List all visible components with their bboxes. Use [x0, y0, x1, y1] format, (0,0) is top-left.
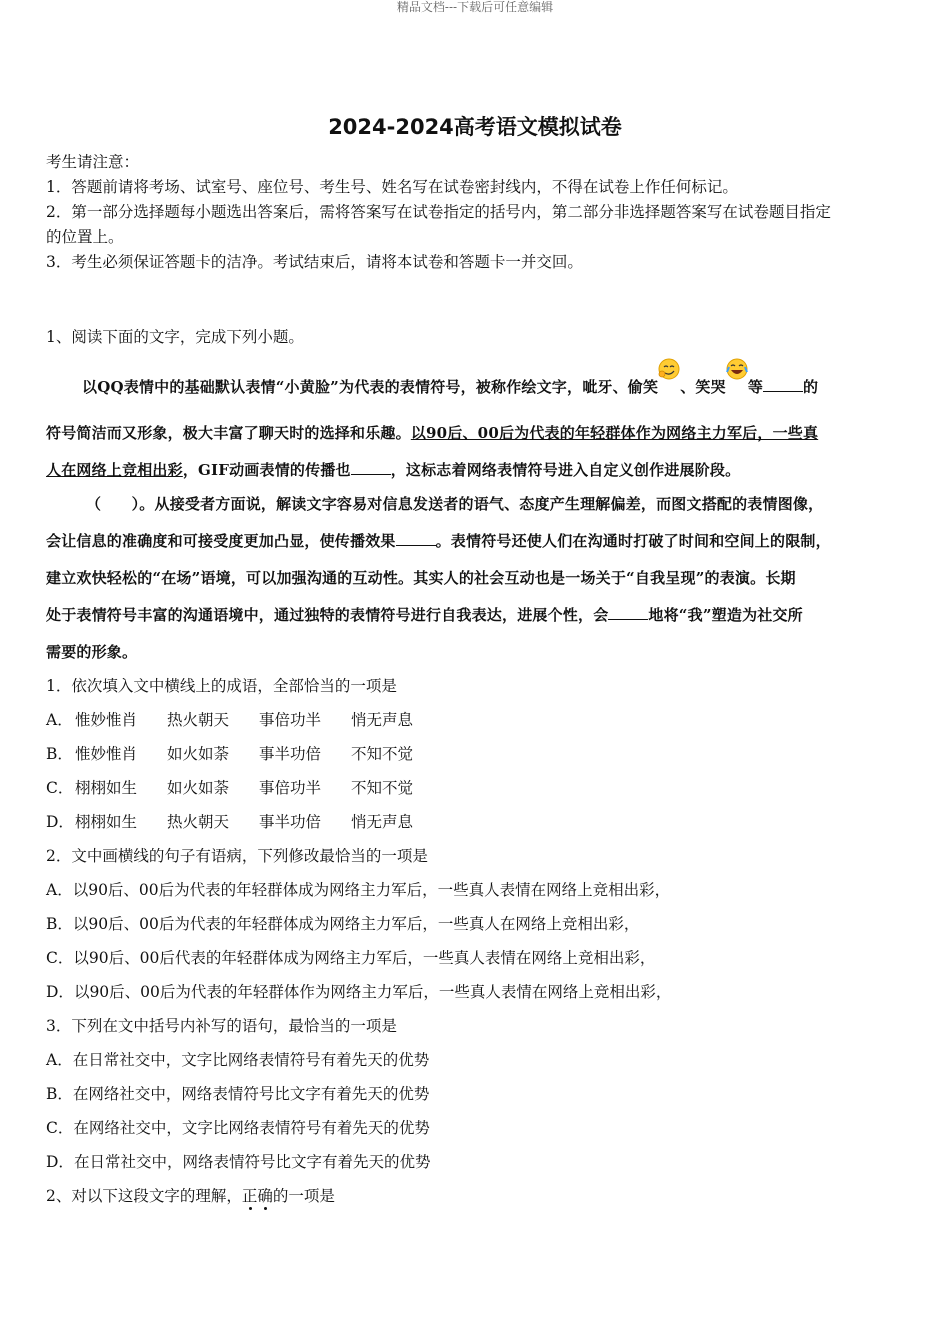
underlined-sentence: 以90后、00后为代表的年轻群体作为网络主力军后，一些真 — [410, 424, 819, 442]
option-text: 以90后、00后代表的年轻群体成为网络主力军后，一些真人表情在网络上竞相出彩， — [73, 949, 656, 967]
emphasis-char: 正 — [241, 1187, 258, 1205]
underlined-sentence: 人在网络上竞相出彩 — [46, 461, 183, 479]
option-part: 如火如荼 — [167, 779, 230, 797]
notice-item: 1．答题前请将考场、试室号、座位号、考生号、姓名写在试卷密封线内，不得在试卷上作任何标记。 — [46, 178, 738, 196]
option-part: 不知不觉 — [351, 745, 414, 763]
option-part: 栩栩如生 — [75, 779, 138, 797]
passage-line — [46, 605, 898, 625]
option-text: 在网络社交中，网络表情符号比文字有着先天的优势 — [72, 1085, 430, 1103]
notice-heading: 考生请注意： — [46, 153, 140, 171]
passage-line — [46, 423, 898, 443]
option-label: C． — [46, 1119, 74, 1137]
passage-line: （ ）。从接受者方面说，解读文字容易对信息发送者的语气、态度产生理解偏差，而图文搭配的表情图像， — [86, 495, 824, 513]
option-part: 不知不觉 — [351, 779, 414, 797]
passage-text: ，GIF动画表情的传播也 — [182, 461, 351, 479]
section2-text: 2、对以下这段文字的理解， — [46, 1187, 242, 1205]
option-label: B． — [46, 745, 73, 763]
notice-item: 的位置上。 — [46, 228, 124, 246]
passage-text: 符号简洁而又形象，极大丰富了聊天时的选择和乐趣。 — [46, 424, 411, 442]
option-part: 惟妙惟肖 — [75, 745, 138, 763]
option-b[interactable] — [46, 1084, 429, 1104]
section2-heading — [46, 1186, 335, 1206]
option-part: 事倍功半 — [259, 779, 322, 797]
passage-text: 、笑哭 — [680, 378, 726, 396]
question-stem: 2．文中画横线的句子有语病，下列修改最恰当的一项是 — [46, 847, 428, 865]
option-label: D． — [46, 983, 74, 1001]
fill-blank — [608, 605, 648, 620]
passage-line — [46, 531, 898, 551]
passage-line: 需要的形象。 — [46, 643, 138, 661]
section1-heading: 1、阅读下面的文字，完成下列小题。 — [46, 328, 304, 346]
option-label: C． — [46, 779, 74, 797]
passage-text: ，这标志着网络表情符号进入自定义创作进展阶段。 — [390, 461, 741, 479]
notice-item: 3．考生必须保证答题卡的洁净。考试结束后，请将本试卷和答题卡一并交回。 — [46, 253, 583, 271]
option-c[interactable] — [46, 778, 413, 798]
option-d[interactable] — [46, 982, 671, 1002]
passage-text: 会让信息的准确度和可接受度更加凸显，使传播效果 — [46, 532, 396, 550]
notice-item: 2．第一部分选择题每小题选出答案后，需将答案写在试卷指定的括号内，第二部分非选择题答案写在试卷题目指定 — [46, 203, 831, 221]
option-label: A． — [46, 711, 73, 729]
passage-line — [46, 460, 898, 480]
option-label: D． — [46, 1153, 74, 1171]
option-text: 在日常社交中，网络表情符号比文字有着先天的优势 — [73, 1153, 431, 1171]
fill-blank — [351, 460, 391, 475]
option-a[interactable] — [46, 1050, 429, 1070]
option-b[interactable] — [46, 744, 413, 764]
passage-text: 处于表情符号丰富的沟通语境中，通过独特的表情符号进行自我表达，进展个性，会 — [46, 606, 609, 624]
passage-text: 等 — [747, 378, 764, 396]
option-part: 事半功倍 — [259, 745, 322, 763]
option-label: B． — [46, 1085, 73, 1103]
option-text: 以90后、00后为代表的年轻群体作为网络主力军后，一些真人表情在网络上竞相出彩， — [73, 983, 672, 1001]
option-label: C． — [46, 949, 74, 967]
option-part: 热火朝天 — [167, 711, 230, 729]
passage-line: 建立欢快轻松的“在场”语境，可以加强沟通的互动性。其实人的社会互动也是一场关于“自我呈现”的表演。长期 — [46, 569, 796, 587]
option-part: 栩栩如生 — [75, 813, 138, 831]
option-text: 以90后、00后为代表的年轻群体成为网络主力军后，一些真人表情在网络上竞相出彩， — [72, 881, 671, 899]
page-title: 2024-2024高考语文模拟试卷 — [328, 115, 622, 139]
option-d[interactable] — [46, 812, 413, 832]
emphasis-char: 确 — [257, 1187, 273, 1205]
option-text: 以90后、00后为代表的年轻群体成为网络主力军后，一些真人在网络上竞相出彩， — [72, 915, 640, 933]
fill-blank — [763, 377, 803, 392]
option-text: 在网络社交中，文字比网络表情符号有着先天的优势 — [73, 1119, 430, 1137]
option-label: B． — [46, 915, 73, 933]
option-part: 如火如荼 — [167, 745, 230, 763]
option-part: 事半功倍 — [259, 813, 322, 831]
option-b[interactable] — [46, 914, 639, 934]
question-stem: 3．下列在文中括号内补写的语句，最恰当的一项是 — [46, 1017, 397, 1035]
option-text: 在日常社交中，文字比网络表情符号有着先天的优势 — [72, 1051, 430, 1069]
option-part: 惟妙惟肖 — [75, 711, 138, 729]
option-label: A． — [46, 881, 73, 899]
option-label: D． — [46, 813, 74, 831]
option-c[interactable] — [46, 948, 655, 968]
smirk-emoji-icon — [658, 358, 680, 380]
option-c[interactable] — [46, 1118, 430, 1138]
laugh-cry-emoji-icon — [726, 358, 748, 380]
option-part: 悄无声息 — [351, 711, 414, 729]
option-d[interactable] — [46, 1152, 430, 1172]
passage-text: 以QQ表情中的基础默认表情“小黄脸”为代表的表情符号，被称作绘文字，呲牙、偷笑 — [82, 378, 659, 396]
option-a[interactable] — [46, 710, 413, 730]
passage-text: 地将“我”塑造为社交所 — [648, 606, 803, 624]
option-a[interactable] — [46, 880, 670, 900]
page-header: 精品文档---下载后可任意编辑 — [396, 0, 554, 14]
option-part: 热火朝天 — [167, 813, 230, 831]
section2-text: 的一项是 — [272, 1187, 335, 1205]
passage-text: 的 — [803, 378, 819, 396]
passage-line — [82, 372, 934, 397]
question-stem: 1．依次填入文中横线上的成语，全部恰当的一项是 — [46, 677, 397, 695]
fill-blank — [396, 531, 436, 546]
option-label: A． — [46, 1051, 73, 1069]
passage-text: 。表情符号还使人们在沟通时打破了时间和空间上的限制， — [435, 532, 831, 550]
option-part: 事倍功半 — [259, 711, 322, 729]
option-part: 悄无声息 — [351, 813, 414, 831]
